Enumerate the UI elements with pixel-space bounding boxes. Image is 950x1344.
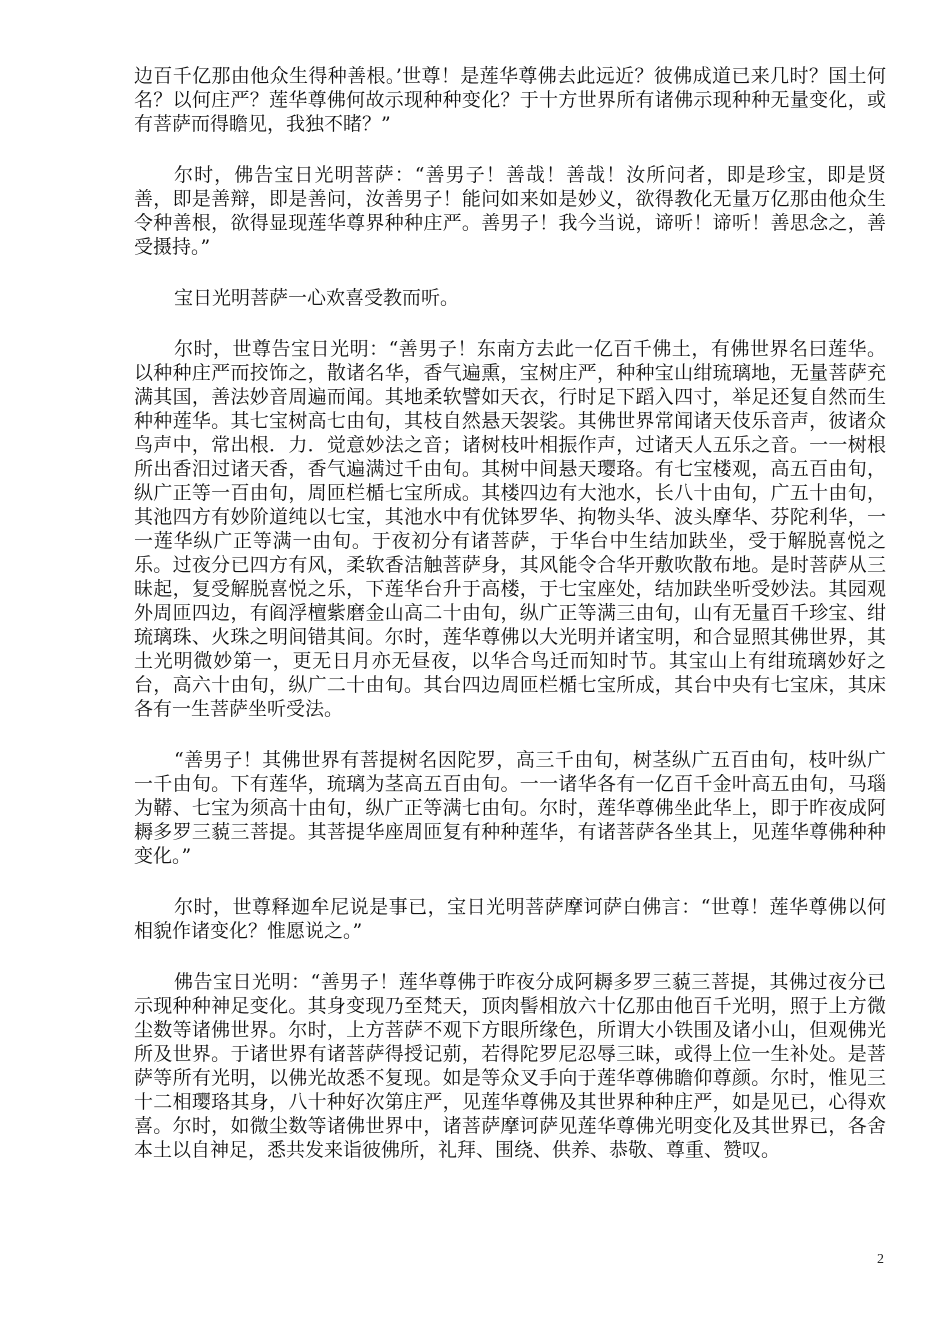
paragraph-6: 尔时，世尊释迦牟尼说是事已，宝日光明菩萨摩诃萨白佛言：“世尊！莲华尊佛以何相貌作诸变化？惟愿说之。”: [134, 896, 886, 942]
document-body: [134, 64, 886, 1189]
paragraph-3: 宝日光明菩萨一心欢喜受教而听。: [174, 287, 460, 309]
page-number: 2: [877, 1252, 884, 1267]
paragraph-5: “善男子！其佛世界有菩提树名因陀罗，高三千由旬，树茎纵广五百由旬，枝叶纵广一千由旬。下有莲华，琉璃为茎高五百由旬。一一诸华各有一亿百千金叶高五由旬，马瑙为鞯、七宝为须高十由旬，纵广正等满七由旬。尔时，莲华尊佛坐此华上，即于昨夜成阿耨多罗三藐三菩提。其菩提华座周匝复有种种莲华，有诸菩萨各坐其上，见莲华尊佛种种变化。”: [134, 749, 886, 867]
paragraph-2: 尔时，佛告宝日光明菩萨：“善男子！善哉！善哉！汝所问者，即是珍宝，即是贤善，即是善辩，即是善问，汝善男子！能问如来如是妙义，欲得教化无量万亿那由他众生令种善根，欲得显现莲华尊界种种庄严。善男子！我今当说，谛听！谛听！善思念之，善受摄持。”: [134, 164, 886, 258]
paragraph-7: 佛告宝日光明：“善男子！莲华尊佛于昨夜分成阿耨多罗三藐三菩提，其佛过夜分已示现种种神足变化。其身变现乃至梵天，顶肉髻相放六十亿那由他百千光明，照于上方微尘数等诸佛世界。尔时，上方菩萨不观下方眼所缘色，所谓大小铁围及诸小山，但观佛光所及世界。于诸世界有诸菩萨得授记莂，若得陀罗尼忍辱三昧，或得上位一生补处。是菩萨等所有光明，以佛光故悉不复现。如是等众叉手向于莲华尊佛瞻仰尊颜。尔时，惟见三十二相璎珞其身，八十种好次第庄严，见莲华尊佛及其世界种种庄严，如是见已，心得欢喜。尔时，如微尘数等诸佛世界中，诸菩萨摩诃萨见莲华尊佛光明变化及其世界已，各舍本土以自神足，悉共发来诣彼佛所，礼拜、围绕、供养、恭敬、尊重、赞叹。: [134, 971, 886, 1161]
paragraph-4: 尔时，世尊告宝日光明：“善男子！东南方去此一亿百千佛土，有佛世界名曰莲华。以种种庄严而挍饰之，散诸名华，香气遍熏，宝树庄严，种种宝山绀琉璃地，无量菩萨充满其国，善法妙音周遍而闻。其地柔软譬如天衣，行时足下蹈入四寸，举足还复自然而生种种莲华。其七宝树高七由旬，其枝自然悬天袈裟。其佛世界常闻诸天伎乐音声，彼诸众鸟声中，常出根．力．觉意妙法之音；诸树枝叶相振作声，过诸天人五乐之音。一一树根所出香汨过诸天香，香气遍满过千由旬。其树中间悬天璎珞。有七宝楼观，高五百由旬，纵广正等一百由旬，周匝栏楯七宝所成。其楼四边有大池水，长八十由旬，广五十由旬，其池四方有妙阶道纯以七宝，其池水中有优钵罗华、拘物头华、波头摩华、芬陀利华，一一莲华纵广正等满一由旬。于夜初分有诸菩萨，于华台中生结加趺坐，受于解脱喜悦之乐。过夜分已四方有风，柔软香洁触菩萨身，其风能令合华开敷吹散布地。是时菩萨从三昧起，复受解脱喜悦之乐，下莲华台升于高楼，于七宝座处，结加趺坐听受妙法。其园观外周匝四边，有阎浮檀紫磨金山高二十由旬，纵广正等满三由旬，山有无量百千珍宝、绀琉璃珠、火珠之明间错其间。尔时，莲华尊佛以大光明并诸宝明，和合显照其佛世界，其土光明微妙第一，更无日月亦无昼夜，以华合鸟迁而知时节。其宝山上有绀琉璃妙好之台，高六十由旬，纵广二十由旬。其台四边周匝栏楯七宝所成，其台中央有七宝床，其床各有一生菩萨坐听受法。: [134, 338, 886, 720]
paragraph-1: 边百千亿那由他众生得种善根。’世尊！是莲华尊佛去此远近？彼佛成道已来几时？国土何名？以何庄严？莲华尊佛何故示现种种变化？于十方世界所有诸佛示现种种无量变化，或有菩萨而得瞻见，我独不睹？”: [134, 65, 886, 135]
